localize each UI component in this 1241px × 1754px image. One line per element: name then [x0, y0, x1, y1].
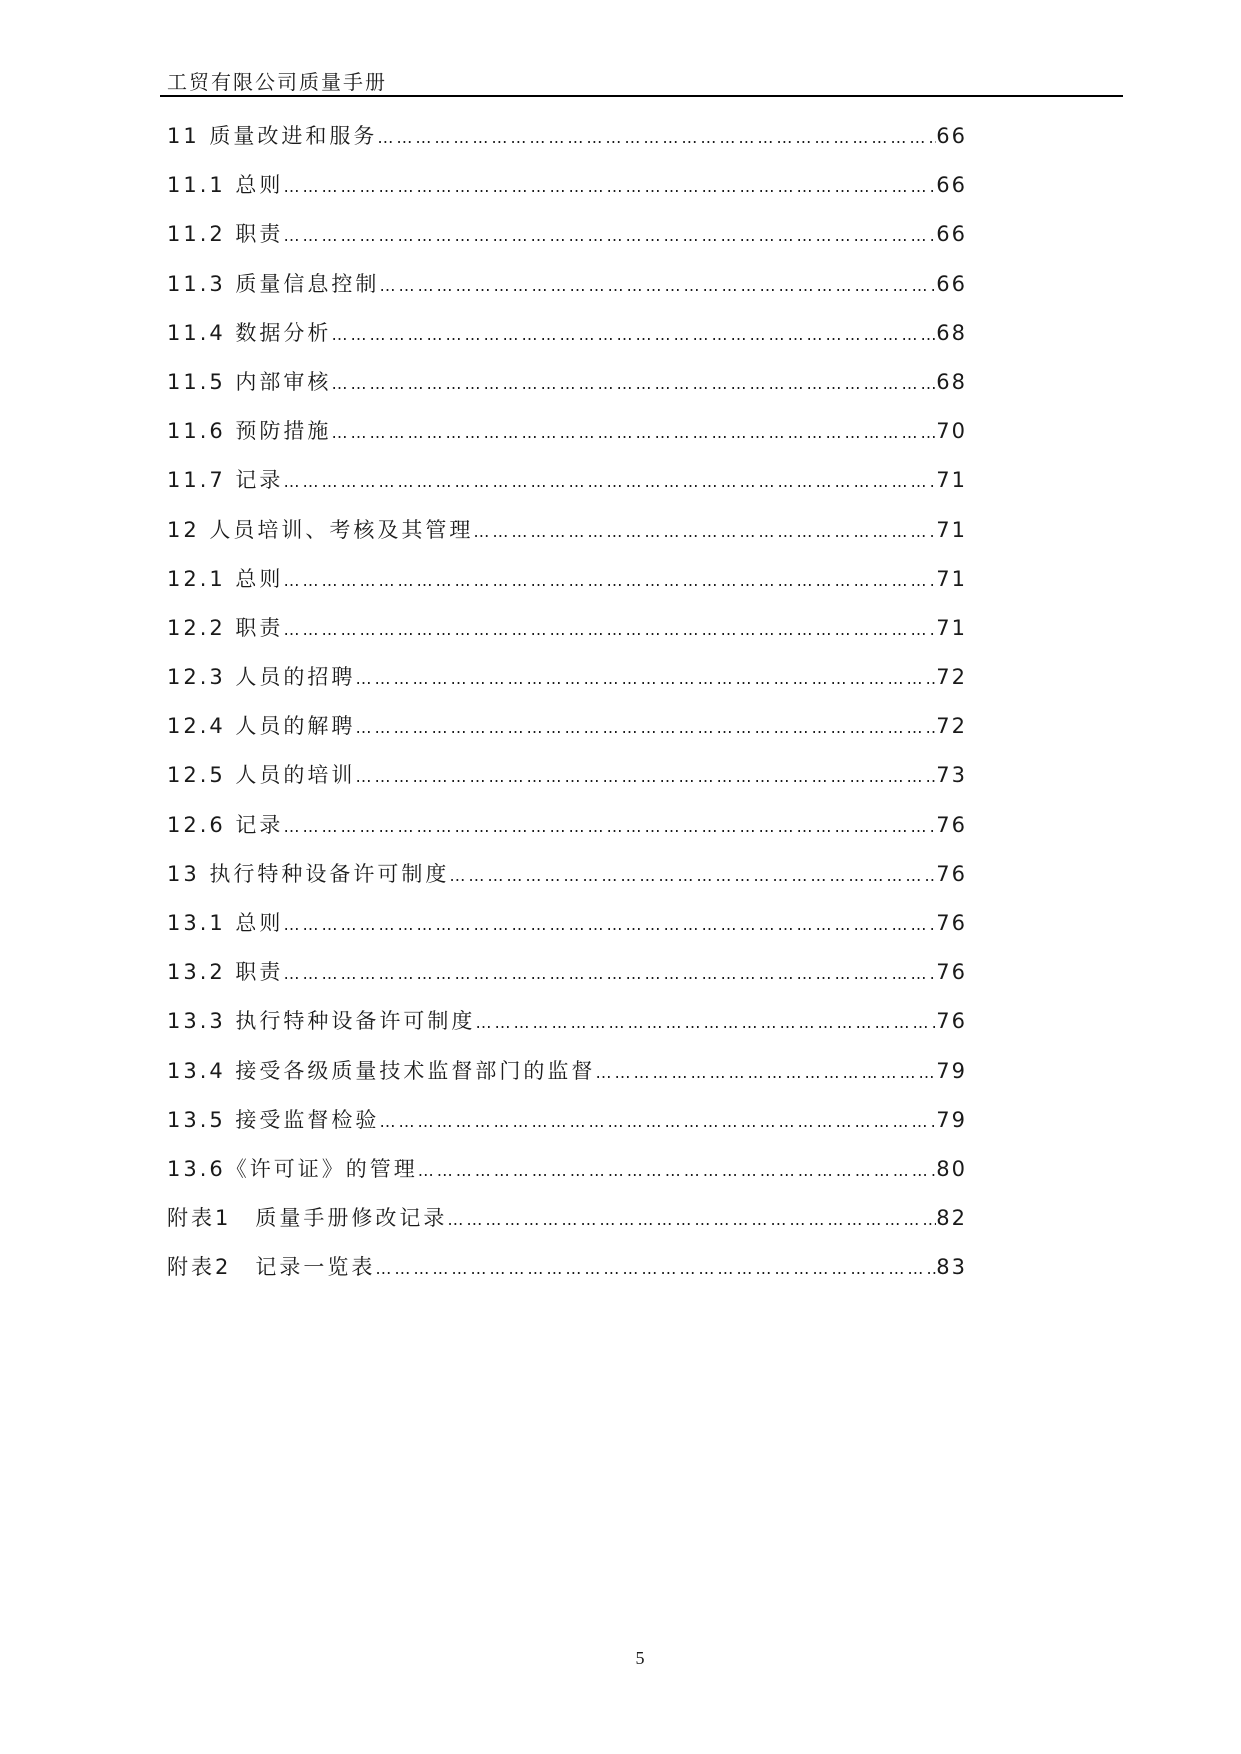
toc-entry[interactable]	[167, 710, 967, 759]
toc-entry-title: 12 人员培训、考核及其管理	[167, 517, 474, 542]
toc-dot-leader	[283, 472, 936, 491]
toc-entry[interactable]	[167, 415, 967, 464]
toc-entry[interactable]	[167, 218, 967, 267]
toc-entry-title: 13 执行特种设备许可制度	[167, 861, 450, 886]
toc-entry-page: 72	[936, 714, 967, 739]
toc-entry-title: 12.1 总则	[167, 566, 284, 591]
toc-entry-title: 13.2 职责	[167, 960, 284, 985]
toc-dot-leader	[331, 423, 936, 442]
toc-entry-page: 79	[936, 1058, 967, 1083]
toc-dot-leader	[355, 718, 936, 737]
toc-entry-title: 附表2 记录一览表	[167, 1255, 376, 1280]
toc-entry-page: 73	[936, 763, 967, 788]
toc-entry-title: 13.3 执行特种设备许可制度	[167, 1009, 476, 1034]
toc-dot-leader	[449, 866, 936, 885]
toc-entry-page: 76	[936, 1009, 967, 1034]
toc-entry-title: 12.4 人员的解聘	[167, 714, 356, 739]
toc-entry-title: 12.2 职责	[167, 615, 284, 640]
toc-entry-title: 附表1 质量手册修改记录	[167, 1206, 448, 1231]
toc-dot-leader	[355, 669, 936, 688]
toc-entry[interactable]	[167, 858, 967, 907]
toc-dot-leader	[283, 915, 936, 934]
toc-entry[interactable]	[167, 1055, 967, 1104]
toc-entry[interactable]	[167, 612, 967, 661]
toc-entry-title: 11.6 预防措施	[167, 419, 332, 444]
toc-entry-page: 80	[936, 1156, 967, 1181]
toc-entry[interactable]	[167, 759, 967, 808]
toc-entry-page: 68	[936, 369, 967, 394]
toc-entry-page: 76	[936, 861, 967, 886]
toc-entry-title: 11.4 数据分析	[167, 320, 332, 345]
toc-entry-title: 13.5 接受监督检验	[167, 1107, 380, 1132]
toc-entry-title: 11.7 记录	[167, 468, 284, 493]
toc-dot-leader	[355, 767, 936, 786]
toc-dot-leader	[283, 571, 936, 590]
page-header-title: 工贸有限公司质量手册	[167, 70, 387, 94]
toc-entry[interactable]	[167, 661, 967, 710]
toc-dot-leader	[475, 1013, 936, 1032]
toc-entry-title: 11.5 内部审核	[167, 369, 332, 394]
toc-entry-title: 11.2 职责	[167, 222, 284, 247]
toc-entry[interactable]	[167, 907, 967, 956]
toc-entry[interactable]	[167, 169, 967, 218]
toc-entry-title: 11.3 质量信息控制	[167, 271, 380, 296]
toc-entry-title: 12.5 人员的培训	[167, 763, 356, 788]
toc-entry-page: 76	[936, 960, 967, 985]
toc-entry[interactable]	[167, 366, 967, 415]
toc-entry-page: 76	[936, 911, 967, 935]
toc-dot-leader	[283, 226, 936, 245]
toc-entry-page: 76	[936, 812, 967, 837]
toc-entry[interactable]	[167, 514, 967, 563]
toc-entry-page: 70	[936, 419, 967, 444]
toc-entry-page: 66	[936, 173, 967, 198]
toc-dot-leader	[595, 1063, 936, 1082]
toc-entry-page: 71	[936, 468, 967, 493]
toc-dot-leader	[283, 177, 936, 196]
toc-entry[interactable]	[167, 809, 967, 858]
toc-dot-leader	[447, 1210, 936, 1229]
toc-dot-leader	[379, 1112, 936, 1131]
toc-dot-leader	[473, 522, 936, 541]
toc-entry-title: 13.1 总则	[167, 911, 284, 935]
toc-entry-page: 79	[936, 1107, 967, 1132]
table-of-contents	[167, 120, 967, 1301]
toc-dot-leader	[331, 325, 936, 344]
toc-entry-title: 11.1 总则	[167, 173, 284, 198]
toc-entry-page: 71	[936, 517, 967, 542]
toc-entry[interactable]	[167, 1005, 967, 1054]
page-number: 5	[635, 1648, 645, 1668]
toc-entry-page: 66	[936, 222, 967, 247]
toc-entry[interactable]	[167, 563, 967, 612]
toc-entry[interactable]	[167, 1104, 967, 1153]
toc-dot-leader	[379, 276, 936, 295]
toc-dot-leader	[331, 374, 936, 393]
header-divider	[160, 95, 1123, 97]
toc-entry-title: 12.3 人员的招聘	[167, 665, 356, 690]
toc-dot-leader	[418, 1161, 937, 1180]
toc-entry-page: 71	[936, 615, 967, 640]
toc-dot-leader	[283, 964, 936, 983]
toc-dot-leader	[283, 817, 936, 836]
toc-entry[interactable]	[167, 956, 967, 1005]
toc-entry-page: 82	[936, 1206, 967, 1231]
toc-entry-title: 11 质量改进和服务	[167, 124, 378, 148]
toc-entry[interactable]	[167, 268, 967, 317]
toc-entry-title: 12.6 记录	[167, 812, 284, 837]
toc-entry-page: 66	[936, 124, 967, 148]
toc-entry[interactable]	[167, 464, 967, 513]
toc-entry[interactable]	[167, 1202, 967, 1251]
toc-entry[interactable]	[167, 317, 967, 366]
toc-entry[interactable]	[167, 1251, 967, 1300]
toc-entry-page: 72	[936, 665, 967, 690]
toc-entry-page: 83	[936, 1255, 967, 1280]
toc-entry-title: 13.6《许可证》的管理	[167, 1156, 418, 1181]
toc-entry-page: 71	[936, 566, 967, 591]
toc-entry-title: 13.4 接受各级质量技术监督部门的监督	[167, 1058, 596, 1083]
toc-entry-page: 68	[936, 320, 967, 345]
toc-dot-leader	[377, 128, 936, 147]
toc-dot-leader	[283, 620, 936, 639]
toc-entry[interactable]	[167, 1153, 967, 1202]
toc-entry[interactable]	[167, 120, 967, 169]
toc-dot-leader	[375, 1259, 936, 1278]
toc-entry-page: 66	[936, 271, 967, 296]
